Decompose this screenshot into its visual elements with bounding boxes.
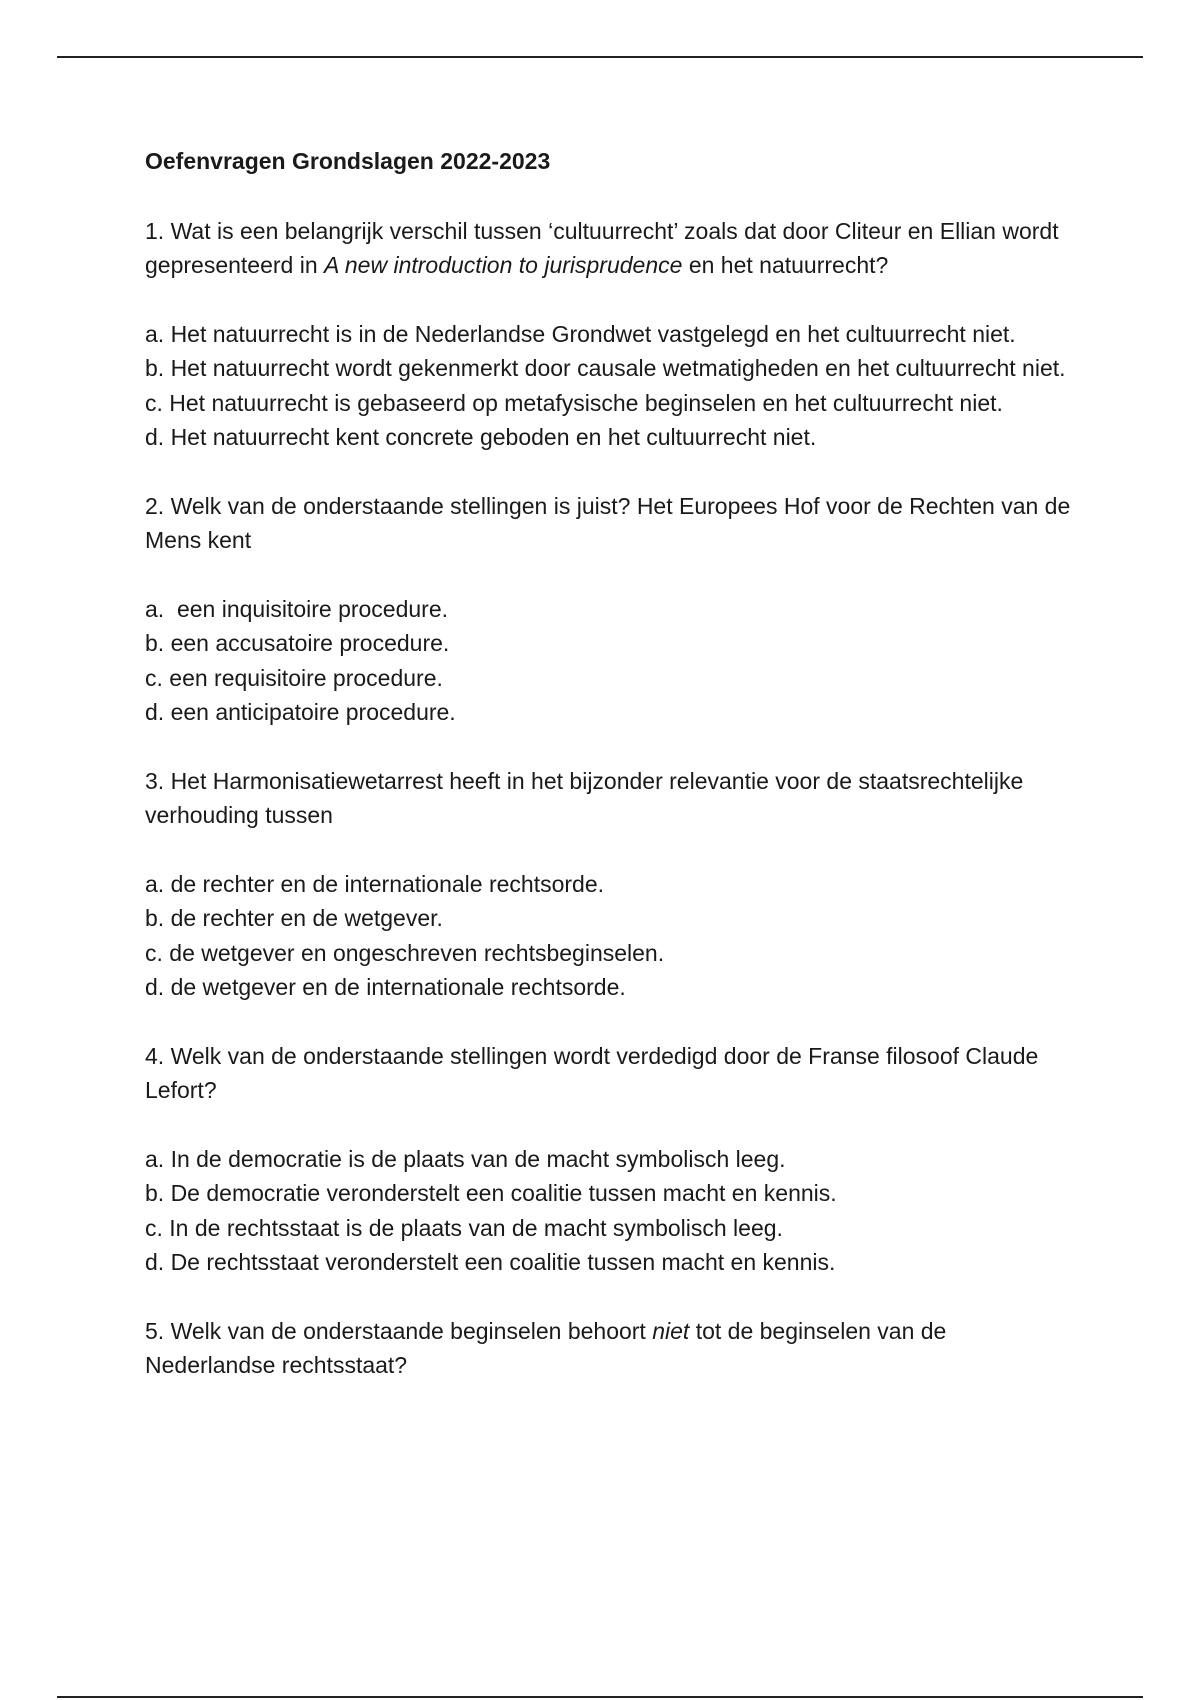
answer-option: a. de rechter en de internationale rechtsorde. — [145, 870, 605, 897]
question-3 — [145, 764, 1075, 1005]
question-2 — [145, 489, 1075, 730]
answer-option: b. de rechter en de wetgever. — [145, 905, 443, 931]
question-4 — [145, 1039, 1075, 1280]
answer-options — [145, 1142, 1075, 1280]
answer-option: d. Het natuurrecht kent concrete geboden en het cultuurrecht niet. — [145, 424, 817, 450]
answer-option: b. Het natuurrecht wordt gekenmerkt door causale wetmatigheden en het cultuurrecht niet. — [145, 355, 1066, 381]
question-text: 2. Welk van de onderstaande stellingen is juist? Het Europees Hof voor de Rechten van de Mens kent — [145, 492, 1071, 553]
answer-options — [145, 592, 1075, 730]
emphasis: niet — [652, 1317, 690, 1344]
answer-option: a. In de democratie is de plaats van de macht symbolisch leeg. — [145, 1145, 786, 1172]
document-title: Oefenvragen Grondslagen 2022-2023 — [145, 148, 551, 174]
question-5 — [145, 1314, 1075, 1383]
answer-option: d. de wetgever en de internationale rechtsorde. — [145, 974, 626, 1000]
question-text: 3. Het Harmonisatiewetarrest heeft in het bijzonder relevantie voor de staatsrechtelijke verhouding tussen — [145, 767, 1024, 828]
answer-option: c. Het natuurrecht is gebaseerd op metafysische beginselen en het cultuurrecht niet. — [145, 389, 1003, 416]
question-text: 5. Welk van de onderstaande beginselen behoort niet tot de beginselen van de Nederlandse rechtsstaat? — [145, 1317, 947, 1378]
answer-option: c. In de rechtsstaat is de plaats van de macht symbolisch leeg. — [145, 1214, 783, 1241]
answer-option: a. een inquisitoire procedure. — [145, 595, 449, 622]
answer-option: c. een requisitoire procedure. — [145, 664, 443, 691]
question-text: 4. Welk van de onderstaande stellingen wordt verdedigd door de Franse filosoof Claude Lefort? — [145, 1042, 1039, 1103]
answer-option: b. De democratie veronderstelt een coalitie tussen macht en kennis. — [145, 1180, 837, 1206]
answer-option: a. Het natuurrecht is in de Nederlandse Grondwet vastgelegd en het cultuurrecht niet. — [145, 320, 1016, 347]
question-text: 1. Wat is een belangrijk verschil tussen ‘cultuurrecht’ zoals dat door Cliteur en Ellian wordt gepresenteerd in A new introduction to jurisprudence en het natuurrecht? — [145, 217, 1059, 278]
document-body — [145, 144, 1075, 1417]
answer-option: d. De rechtsstaat veronderstelt een coalitie tussen macht en kennis. — [145, 1249, 836, 1275]
answer-option: c. de wetgever en ongeschreven rechtsbeginselen. — [145, 939, 665, 966]
top-rule — [57, 56, 1143, 58]
answer-options — [145, 867, 1075, 1005]
answer-options — [145, 317, 1075, 455]
answer-option: b. een accusatoire procedure. — [145, 630, 450, 656]
question-1 — [145, 214, 1075, 455]
bottom-rule — [57, 1696, 1143, 1698]
book-title: A new introduction to jurisprudence — [324, 252, 683, 278]
answer-option: d. een anticipatoire procedure. — [145, 699, 456, 725]
